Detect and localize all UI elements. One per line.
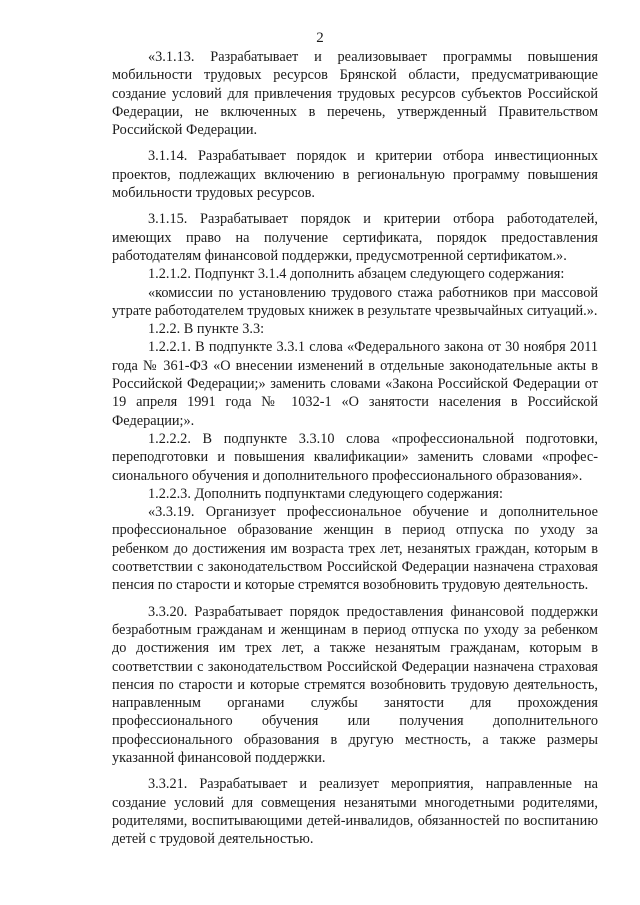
paragraph-1-2-2-1: 1.2.2.1. В подпункте 3.3.1 слова «Федерального закона от 30 ноября 2011 года № 361-ФЗ «О внесении изменений в отдельные законодательные акты в Российской Федерации;» заменить словами «Закона Российской Федерации от 19 апреля 1991 года № 1032-1 «О занятости населения в Российской Федерации;». [112,339,598,429]
paragraph-1-2-2-2: 1.2.2.2. В подпункте 3.3.10 слова «профессиональной подготовки, переподготовки и повышения квалификации» заменить словами «профессионального обучения и дополнительного профессионального образования». [112,430,598,484]
paragraph-3-1-15: 3.1.15. Разрабатывает порядок и критерии отбора работодателей, имеющих право на получение сертификата, порядок предоставления работодателям финансовой поддержки, предусмотренной сертификатом.». [112,211,598,264]
paragraph-3-3-21: 3.3.21. Разрабатывает и реализует мероприятия, направленные на создание условий для совмещения незанятыми многодетными родителями, родителями, воспитывающими детей-инвалидов, обязанностей по воспитанию детей с трудовой деятельностью. [112,776,598,848]
paragraph-commission: «комиссии по установлению трудового стажа работников при массовой утрате работодателем трудовых книжек в результате чрезвычайных ситуаций.». [112,284,598,319]
paragraph-3-1-13: «3.1.13. Разрабатывает и реализовывает программы повышения мобильности трудовых ресурсов Брянской области, предусматривающие создание условий для привлечения трудовых ресурсов субъектов Российской Федерации, не включенных в перечень, утвержденный Правительством Российской Федерации. [112,49,598,139]
paragraph-3-3-19: «3.3.19. Организует профессиональное обучение и дополнительное профессиональное образование женщин в период отпуска по уходу за ребенком до достижения им возраста трех лет, незанятых граждан, которым в соответствии с законодательством Российской Федерации назначена страховая пенсия по старости и которые стремятся возобновить трудовую деятельность. [112,504,598,594]
paragraph-1-2-1-2: 1.2.1.2. Подпункт 3.1.4 дополнить абзацем следующего содержания: [148,266,565,283]
paragraph-3-1-14: 3.1.14. Разрабатывает порядок и критерии отбора инвестиционных проектов, подлежащих включению в региональную программу повышения мобильности трудовых ресурсов. [112,148,598,202]
paragraph-3-3-20: 3.3.20. Разрабатывает порядок предоставления финансовой поддержки безработным гражданам и женщинам в период отпуска по уходу за ребенком до достижения им трех лет, а также незанятым гражданам, которым в соответствии с законодательством Российской Федерации назначена страховая пенсия по старости и которые стремятся возобновить трудовую деятельность, направленным органами службы занятости для прохождения профессионального обучения или получения дополнительного профессионального образования в другую местность, а также размеры указанной финансовой поддержки. [112,603,598,766]
paragraph-1-2-2: 1.2.2. В пункте 3.3: [148,321,265,338]
paragraph-1-2-2-3: 1.2.2.3. Дополнить подпунктами следующего содержания: [148,485,503,502]
page-number: 2 [316,30,324,46]
document-body [112,48,598,848]
